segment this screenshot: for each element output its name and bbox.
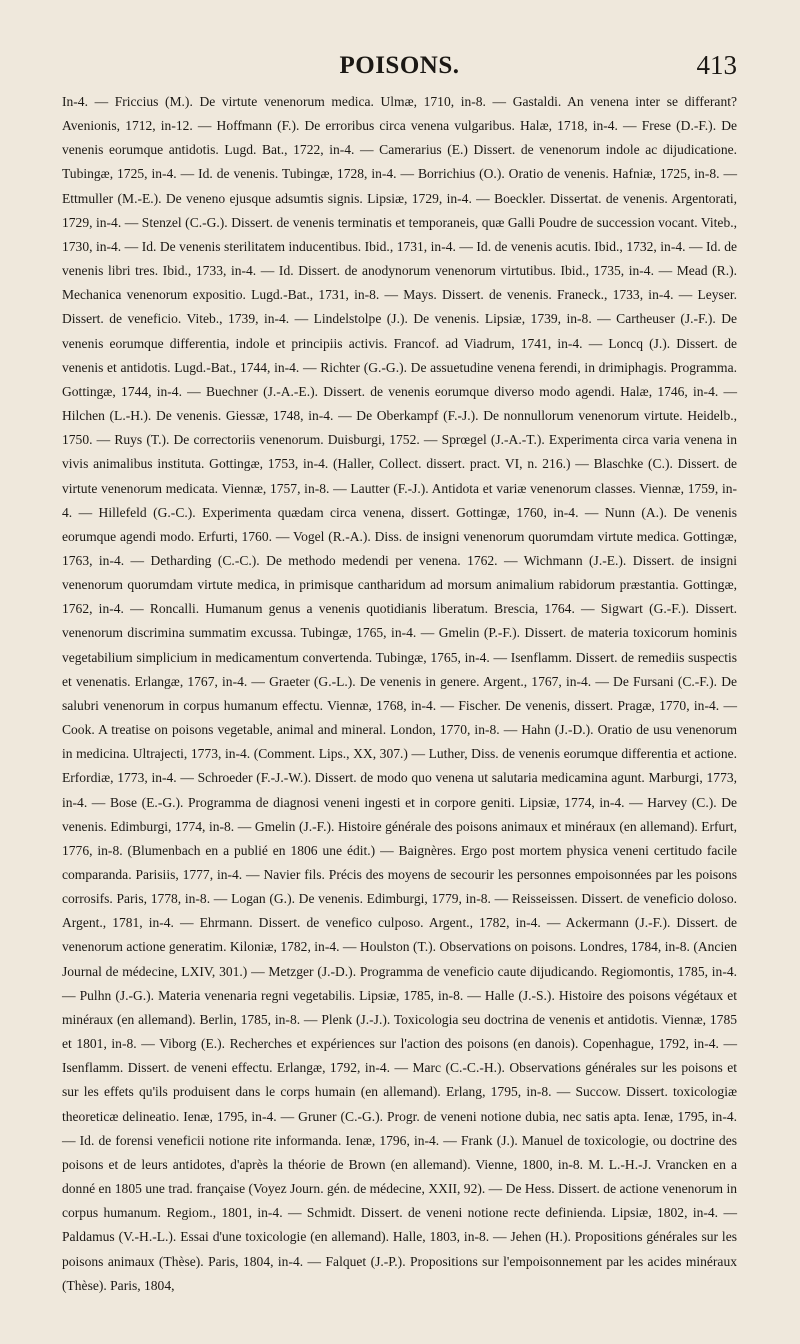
page-header xyxy=(62,0,737,90)
page-number: 413 xyxy=(696,50,737,80)
bibliography-text: In-4. — Friccius (M.). De virtute venenorum medica. Ulmæ, 1710, in-8. — Gastaldi. An venena inter se differant? Avenionis, 1712, in-12. — Hoffmann (F.). De erroribus circa venena vulgaribus. Halæ, 1718, in-4. — Frese (D.-F.). De venenis eorumque antidotis. Lugd. Bat., 1722, in-4. — Camerarius (E.) Dissert. de venenorum indole ac dijudicatione. Tubingæ, 1725, in-4. — Id. de venenis. Tubingæ, 1728, in-4. — Borrichius (O.). Oratio de venenis. Hafniæ, 1725, in-8. — Ettmuller (M.-E.). De veneno ejusque adsumtis signis. Lipsiæ, 1729, in-4. — Boeckler. Dissertat. de venenis. Argentorati, 1729, in-4. — Stenzel (C.-G.). Dissert. de venenis terminatis et temporaneis, quæ Galli Poudre de succession vocant. Viteb., 1730, in-4. — Id. De venenis sterilitatem inducentibus. Ibid., 1731, in-4. — Id. de venenis acutis. Ibid., 1732, in-4. — Id. de venenis libri tres. Ibid., 1733, in-4. — Id. Dissert. de anodynorum venenorum virtutibus. Ibid., 1735, in-4. — Mead (R.). Mechanica venenorum expositio. Lugd.-Bat., 1731, in-8. — Mays. Dissert. de venenis. Franeck., 1733, in-4. — Leyser. Dissert. de veneficio. Viteb., 1739, in-4. — Lindelstolpe (J.). De venenis. Lipsiæ, 1739, in-8. — Cartheuser (J.-F.). De venenis eorumque differentia, indole et principiis activis. Francof. ad Viadrum, 1741, in-4. — Loncq (J.). Dissert. de venenis et antidotis. Lugd.-Bat., 1744, in-4. — Richter (G.-G.). De assuetudine venena ferendi, in drimiphagis. Programma. Gottingæ, 1744, in-4. — Buechner (J.-A.-E.). Dissert. de venenis eorumque diverso modo agendi. Halæ, 1746, in-4. — Hilchen (L.-H.). De venenis. Giessæ, 1748, in-4. — De Oberkampf (F.-J.). De nonnullorum venenorum virtute. Heidelb., 1750. — Ruys (T.). De correctoriis venenorum. Duisburgi, 1752. — Sprœgel (J.-A.-T.). Experimenta circa varia venena in vivis animalibus instituta. Gottingæ, 1753, in-4. (Haller, Collect. dissert. pract. VI, n. 216.) — Blaschke (C.). Dissert. de virtute venenorum medicata. Viennæ, 1757, in-8. — Lautter (F.-J.). Antidota et variæ venenorum classes. Viennæ, 1759, in-4. — Hillefeld (G.-C.). Experimenta quædam circa venena, dissert. Gottingæ, 1760, in-4. — Nunn (A.). De venenis eorumque agendi modo. Erfurti, 1760. — Vogel (R.-A.). Diss. de insigni venenorum quorumdam virtute medica. Gottingæ, 1763, in-4. — Detharding (C.-C.). De methodo medendi per venena. 1762. — Wichmann (J.-E.). Dissert. de insigni venenorum quorumdam virtute medica, in primisque cantharidum ad morsum animalium rabidorum præstantia. Gottingæ, 1762, in-4. — Roncalli. Humanum genus a venenis quotidianis liberatum. Brescia, 1764. — Sigwart (G.-F.). Dissert. venenorum discrimina summatim excussa. Tubingæ, 1765, in-4. — Gmelin (P.-F.). Dissert. de materia toxicorum hominis vegetabilium simplicium in medicamentum convertenda. Tubingæ, 1765, in-4. — Isenflamm. Dissert. de remediis suspectis et venenatis. Erlangæ, 1767, in-4. — Graeter (G.-L.). De venenis in genere. Argent., 1767, in-4. — De Fursani (C.-F.). De salubri venenorum in corpus humanum effectu. Viennæ, 1768, in-4. — Fischer. De venenis, dissert. Pragæ, 1770, in-4. — Cook. A treatise on poisons vegetable, animal and mineral. London, 1770, in-8. — Hahn (J.-D.). Oratio de usu venenorum in medicina. Ultrajecti, 1773, in-4. (Comment. Lips., XX, 307.) — Luther, Diss. de venenis eorumque differentia et actione. Erfordiæ, 1773, in-4. — Schroeder (F.-J.-W.). Dissert. de modo quo venena ut salutaria medicamina agunt. Marburgi, 1773, in-4. — Bose (E.-G.). Programma de diagnosi veneni ingesti et in corpore geniti. Lipsiæ, 1774, in-4. — Harvey (C.). De venenis. Edimburgi, 1774, in-8. — Gmelin (J.-F.). Histoire générale des poisons animaux et minéraux (en allemand). Erfurt, 1776, in-8. (Blumenbach en a publié en 1806 une édit.) — Baignères. Ergo post mortem physica veneni certitudo facile comparanda. Parisiis, 1777, in-4. — Navier fils. Précis des moyens de secourir les personnes empoisonnées par les poisons corrosifs. Paris, 1778, in-8. — Logan (G.). De venenis. Edimburgi, 1779, in-8. — Reisseissen. Dissert. de veneficio doloso. Argent., 1781, in-4. — Ehrmann. Dissert. de venefico culposo. Argent., 1782, in-4. — Ackermann (J.-F.). Dissert. de venenorum actione generatim. Kiloniæ, 1782, in-4. — Houlston (T.). Observations on poisons. Londres, 1784, in-8. (Ancien Journal de médecine, LXIV, 301.) — Metzger (J.-D.). Programma de veneficio caute dijudicando. Regiomontis, 1785, in-4. — Pulhn (J.-G.). Materia venenaria regni vegetabilis. Lipsiæ, 1785, in-8. — Halle (J.-S.). Histoire des poisons végétaux et minéraux (en allemand). Berlin, 1785, in-8. — Plenk (J.-J.). Toxicologia seu doctrina de venenis et antidotis. Viennæ, 1785 et 1801, in-8. — Viborg (E.). Recherches et expériences sur l'action des poisons (en danois). Copenhague, 1792, in-4. — Isenflamm. Dissert. de veneni effectu. Erlangæ, 1792, in-4. — Marc (C.-C.-H.). Observations générales sur les poisons et sur les effets qu'ils produisent dans le corps humain (en allemand). Erlang, 1795, in-8. — Succow. Dissert. toxicologiæ theoreticæ delineatio. Ienæ, 1795, in-4. — Gruner (C.-G.). Progr. de veneni notione dubia, nec satis apta. Ienæ, 1795, in-4. — Id. de forensi veneficii notione rite informanda. Ienæ, 1796, in-4. — Frank (J.). Manuel de toxicologie, ou doctrine des poisons et de leurs antidotes, d'après la théorie de Brown (en allemand). Vienne, 1800, in-8. M. L.-H.-J. Vrancken en a donné en 1805 une trad. française (Voyez Journ. gén. de médecine, XXII, 92). — De Hess. Dissert. de actione venenorum in corpus humanum. Regiom., 1801, in-4. — Schmidt. Dissert. de veneni notione recte definienda. Lipsiæ, 1802, in-4. — Paldamus (V.-H.-L.). Essai d'une toxicologie (en allemand). Halle, 1803, in-8. — Jehen (H.). Propositions générales sur les poisons animaux (Thèse). Paris, 1804, in-4. — Falquet (J.-P.). Propositions sur l'empoisonnement par les acides minéraux (Thèse). Paris, 1804, xyxy=(62,94,737,1293)
running-title: POISONS. xyxy=(339,52,460,79)
